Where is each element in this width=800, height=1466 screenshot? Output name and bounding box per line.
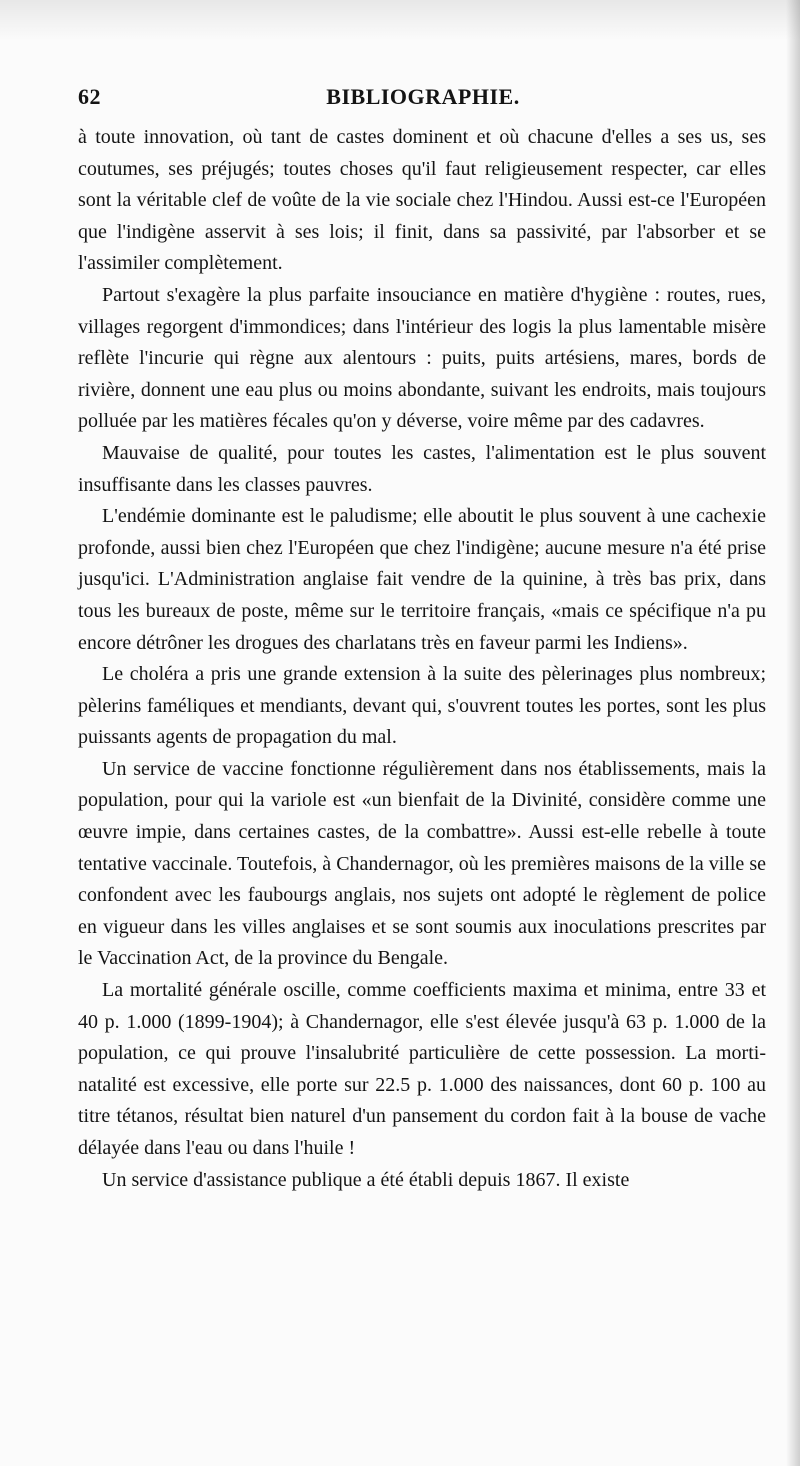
- paragraph-alimentation: Mauvaise de qualité, pour toutes les castes, l'alimentation est le plus souvent insuffisante dans les classes pauvres.: [78, 441, 766, 496]
- paragraph-hygiene: Partout s'exagère la plus parfaite insouciance en matière d'hygiène : routes, rues, villages regorgent d'immondices; dans l'intérieur des logis la plus lamentable misère reflète l'incurie qui règne aux alentours : puits, puits artésiens, mares, bords de rivière, donnent une eau plus ou moins abondante, suivant les endroits, mais toujours polluée par les matières fécales qu'on y déverse, voire même par des cadavres.: [78, 283, 766, 433]
- paragraph-mortalite: La mortalité générale oscille, comme coefficients maxima et minima, entre 33 et 40 p. 1.000 (1899-1904); à Chandernagor, elle s'est élevée jusqu'à 63 p. 1.000 de la population, ce qui prouve l'insalubrité particulière de cette possession. La morti-natalité est excessive, elle porte sur 22.5 p. 1.000 des naissances, dont 60 p. 100 au titre tétanos, résultat bien naturel d'un pansement du cordon fait à la bouse de vache délayée dans l'eau ou dans l'huile !: [78, 979, 766, 1159]
- paragraph-paludisme: L'endémie dominante est le paludisme; elle aboutit le plus souvent à une cachexie profonde, aussi bien chez l'Européen que chez l'indigène; aucune mesure n'a été prise jusqu'ici. L'Administration anglaise fait vendre de la quinine, à très bas prix, dans tous les bureaux de poste, même sur le territoire français, «mais ce spécifique n'a pu encore détrôner les drogues des charlatans très en faveur parmi les Indiens».: [78, 505, 766, 654]
- scan-top-shadow: [0, 0, 800, 40]
- body-text: [78, 122, 766, 1196]
- page-number: 62: [78, 84, 101, 109]
- paragraph-continuation: à toute innovation, où tant de castes dominent et où chacune d'elles a ses us, ses coutumes, ses préjugés; toutes choses qu'il faut religieusement respecter, car elles sont la véritable clef de voûte de la vie sociale chez l'Hindou. Aussi est-ce l'Européen que l'indigène asservit à ses lois; il finit, dans sa passivité, par l'absorber et se l'assimiler complètement.: [78, 126, 766, 275]
- scan-edge-shadow: [786, 0, 800, 1466]
- paragraph-cholera: Le choléra a pris une grande extension à la suite des pèlerinages plus nombreux; pèlerins faméliques et mendiants, devant qui, s'ouvrent toutes les portes, sont les plus puissants agents de propagation du mal.: [78, 663, 766, 749]
- paragraph-vaccine: Un service de vaccine fonctionne régulièrement dans nos établissements, mais la population, pour qui la variole est «un bienfait de la Divinité, considère comme une œuvre impie, dans certaines castes, de la combattre». Aussi est-elle rebelle à toute tentative vaccinale. Toutefois, à Chandernagor, où les premières maisons de la ville se confondent avec les faubourgs anglais, nos sujets ont adopté le règlement de police en vigueur dans les villes anglaises et se sont soumis aux inoculations prescrites par le Vaccination Act, de la province du Bengale.: [78, 757, 766, 970]
- running-title: BIBLIOGRAPHIE.: [326, 84, 520, 109]
- paragraph-assistance: Un service d'assistance publique a été établi depuis 1867. Il existe: [102, 1168, 630, 1191]
- page-header: [78, 84, 768, 120]
